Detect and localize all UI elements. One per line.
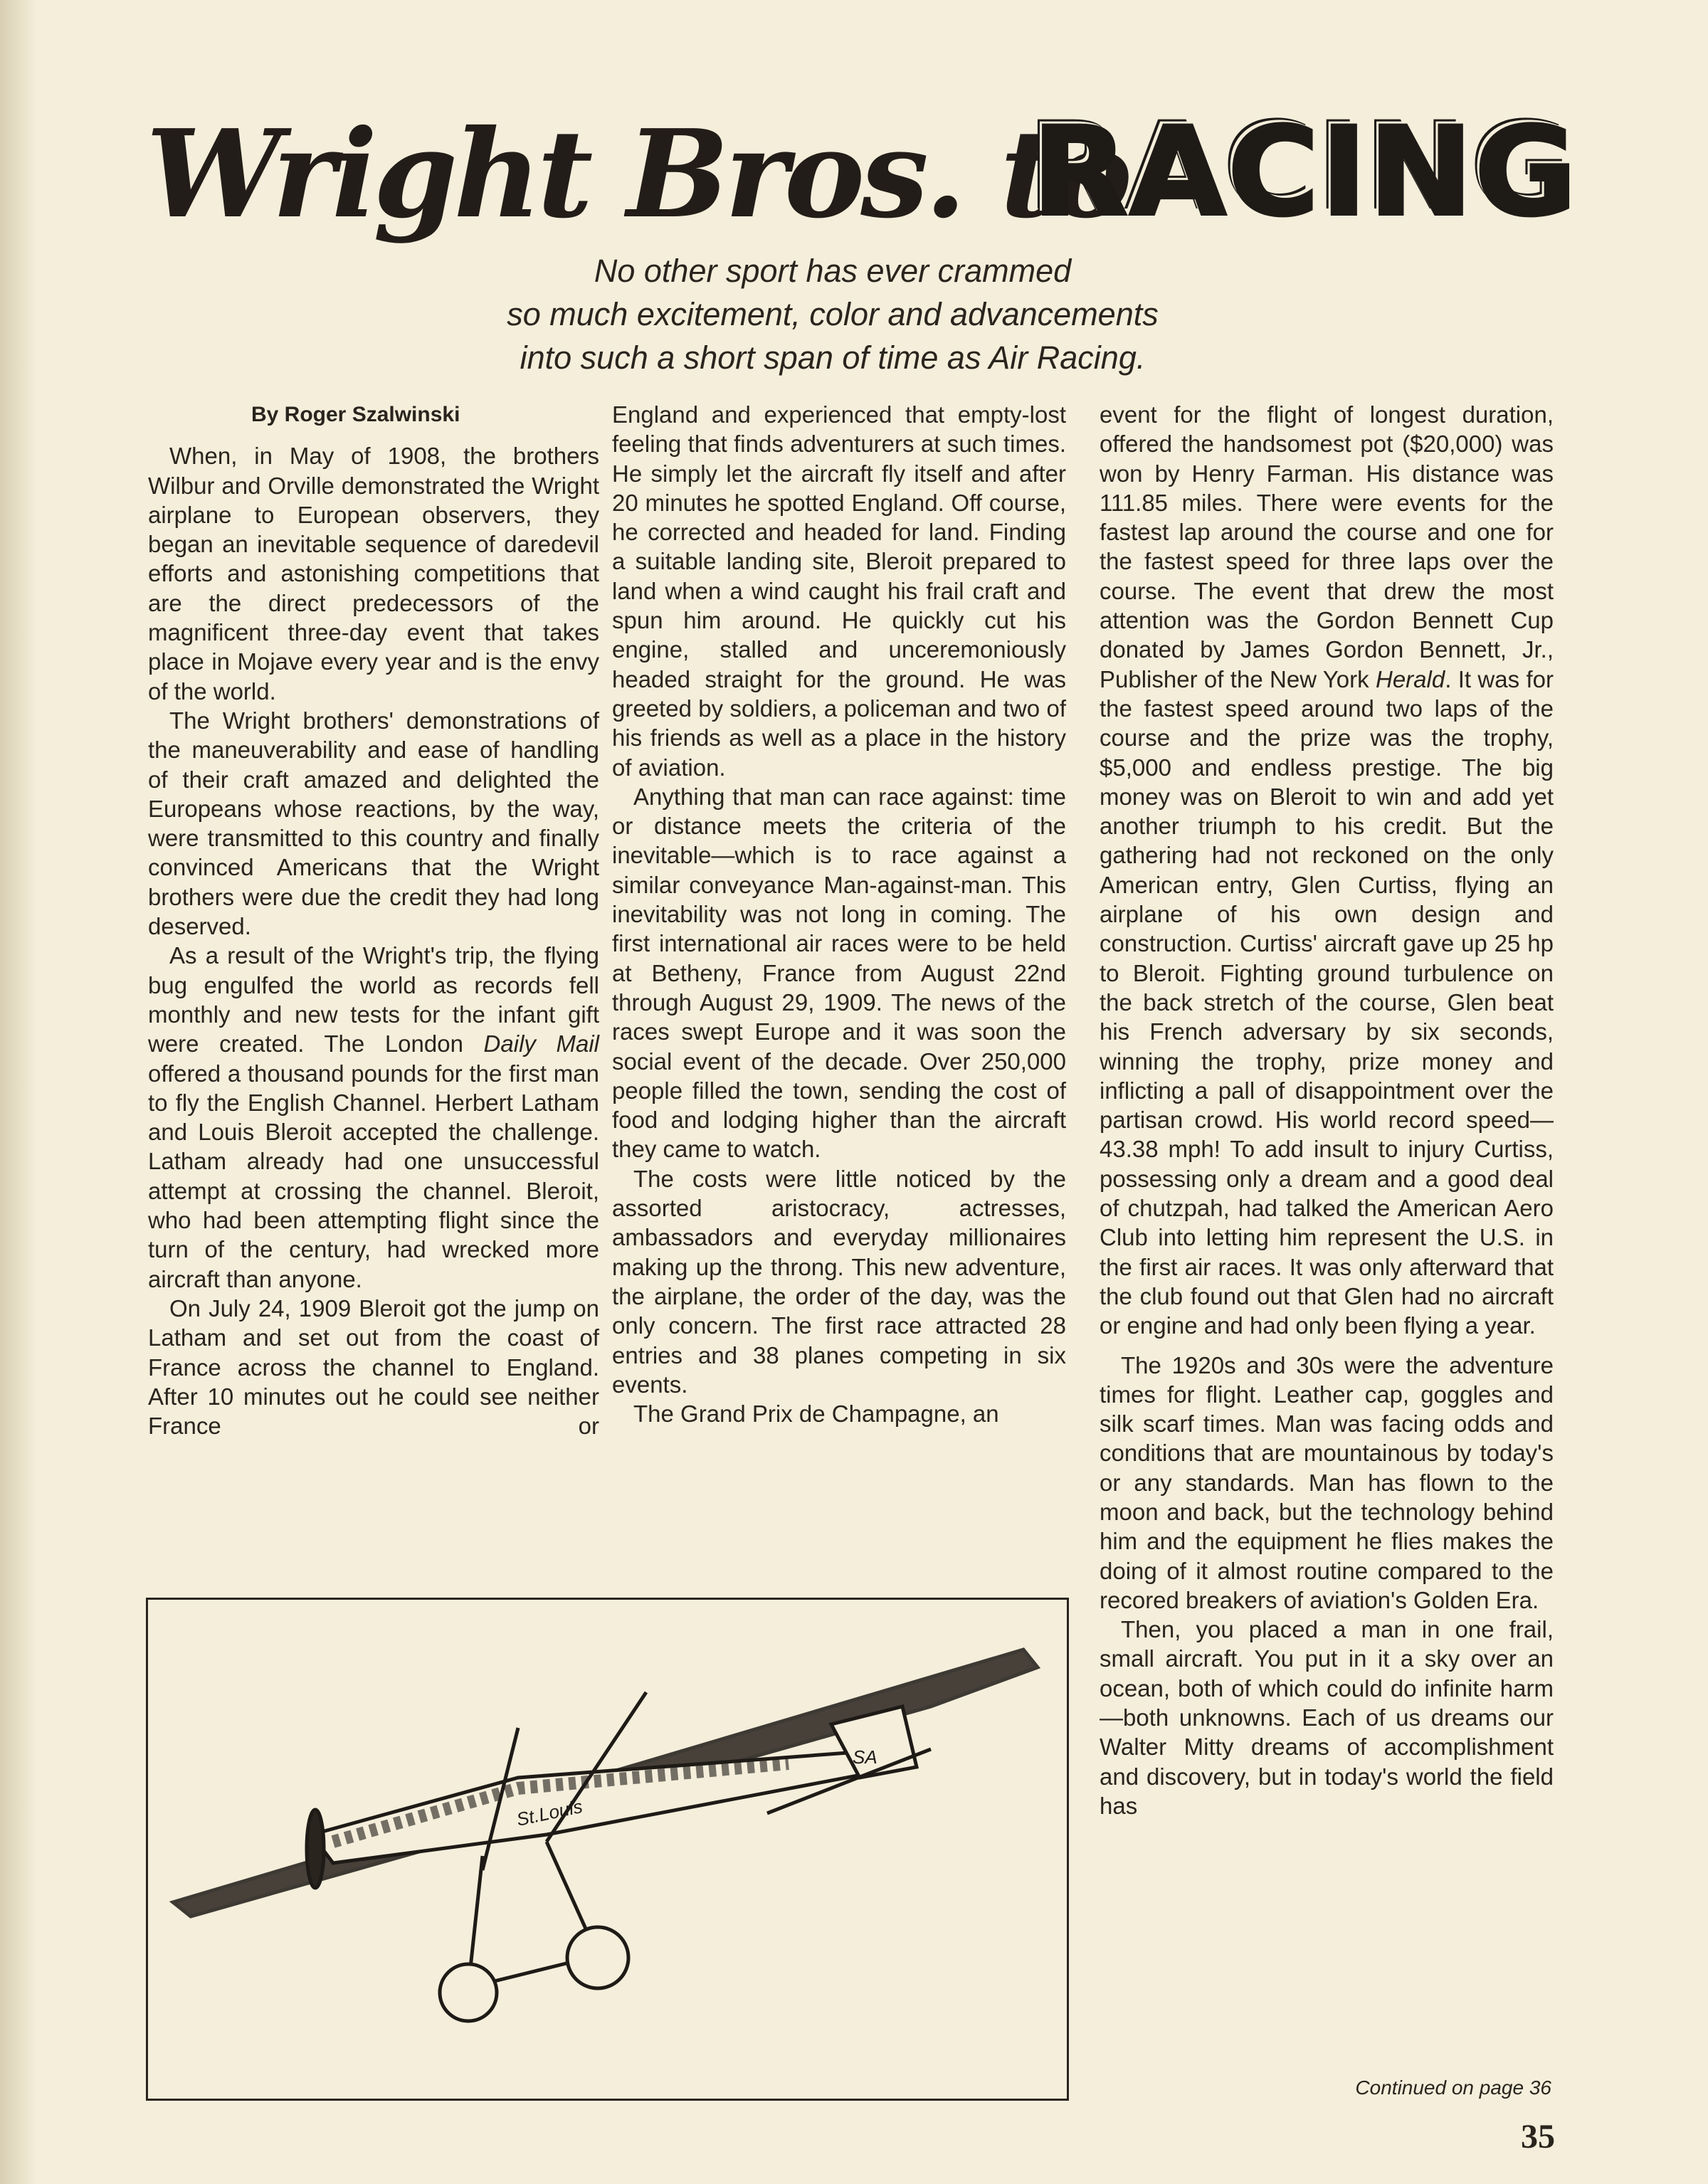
article-title [146,100,1578,246]
paragraph: When, in May of 1908, the brothers Wilbur and Orville demonstrated the Wright airplane to European observers, they began an inevitable sequence of daredevil efforts and astonishing competitions that are the direct predecessors of the magnificent three-day event that takes place in Mojave every year and is the envy of the world. [148,443,599,705]
article-column-3 [1100,400,1554,1820]
paragraph: Anything that man can race against: time or distance meets the criteria of the inevitable—which is to race against a similar conveyance Man-against-man. This inevitability was not long in coming. The first international air races were to be held at Betheny, France from August 22nd through August 29, 1909. The news of the races swept Europe and it was soon the social event of the decade. Over 250,000 people filled the town, sending the cost of food and lodging higher than the aircraft they came to watch. [612,783,1066,1163]
paragraph: On July 24, 1909 Bleroit got the jump on Latham and set out from the coast of France across the channel to England. After 10 minutes out he could see neither France or [148,1294,599,1440]
airplane-drawing [148,1600,1067,2099]
plane-fuselage [312,1749,902,1863]
paragraph: The 1920s and 30s were the adventure times for flight. Leather cap, goggles and silk scarf times. Man was facing odds and conditions that are mountainous by today's or any standards. Man has flown to the moon and back, but the technology behind him and the equipment he flies makes the doing of it almost routine compared to the recored breakers of aviation's Golden Era. [1100,1351,1554,1613]
text: . It was for the fastest speed around two laps of the course and the prize was the trophy, $5,000 and endless prestige. The big money was on Bleroit to win and add yet another triumph to his credit. But the gathering had not reckoned on the only American entry, Glen Curtiss, flying an airplane of his own design and construction. Curtiss' aircraft gave up 25 hp to Bleroit. Fighting ground turbulence on the back stretch of the course, Glen beat his French adversary by six seconds, winning the trophy, prize money and inflicting a pall of disappointment over the partisan crowd. His world record speed—43.38 mph! To add insult to injury Curtiss, possessing only a dream and a good deal of chutzpah, had talked the American Aero Club into letting him represent the U.S. in the first air races. It was only afterward that the club found out that Glen had no aircraft or engine and had only been flying a year. [1100,665,1554,1339]
page-number: 35 [1521,2118,1555,2156]
byline: By Roger Szalwinski [251,403,460,426]
article-subtitle [427,249,1238,379]
tail-marking: SA [853,1746,877,1768]
paragraph [1100,400,1554,1341]
article-column-1 [148,400,599,1440]
airplane-illustration [146,1598,1069,2101]
paragraph: The costs were little noticed by the assorted aristocracy, actresses, ambassadors and everyday millionaires making up the throng. This new adventure, the airplane, the order of the day, was the only concern. The first race attracted 28 entries and 38 planes competing in six events. [612,1165,1066,1398]
subtitle-line: so much excitement, color and advancements [507,296,1159,332]
page-gutter-shadow [0,0,37,2184]
plane-wheel [440,1964,497,2021]
text: offered a thousand pounds for the first man to fly the English Channel. Herbert Latham and Louis Bleroit accepted the challenge. Latham already had one unsuccessful attempt at crossing the channel. Bleroit, who had been attempting flight since the turn of the century, had wrecked more aircraft than anyone. [148,1060,599,1292]
subtitle-line: No other sport has ever crammed [594,253,1072,289]
title-block-text: RACING [1032,100,1578,243]
text: event for the flight of longest duration, offered the handsomest pot ($20,000) was won by Henry Farman. His distance was 111.85 miles. There were events for the fastest lap around the course and one for the fastest speed for three laps over the course. The event that drew the most attention was the Gordon Bennett Cup donated by James Gordon Bennett, Jr., Publisher of the New York [1100,401,1554,692]
subtitle-line: into such a short span of time as Air Racing. [520,339,1146,376]
paragraph: Then, you placed a man in one frail, small aircraft. You put in it a sky over an ocean, both of which could do infinite harm—both unknowns. Each of us dreams our Walter Mitty dreams of accomplishment and discovery, but in today's world the field has [1100,1616,1554,1819]
publication-name: Herald [1376,665,1445,692]
article-column-2 [612,400,1066,1428]
plane-wheel [567,1927,628,1988]
text: As a result of the Wright's trip, the flying bug engulfed the world as records fell monthly and new tests for the infant gift were created. The London [148,942,599,1057]
paragraph: The Wright brothers' demonstrations of the maneuverability and ease of handling of their craft amazed and delighted the Europeans whose reactions, by the way, were transmitted to this country and finally convinced Americans that the Wright brothers were due the credit they had long deserved. [148,707,599,940]
paragraph: England and experienced that empty-lost feeling that finds adventurers at such times. He simply let the aircraft fly itself and after 20 minutes he spotted England. Off course, he corrected and headed for land. Finding a suitable landing site, Bleroit prepared to land when a wind caught his frail craft and spun him around. He quickly cut his engine, stalled and unceremoniously headed straight for the ground. He was greeted by soldiers, a policeman and two of his friends as well as a place in the history of aviation. [612,401,1066,781]
continued-note: Continued on page 36 [1355,2077,1551,2099]
publication-name: Daily Mail [483,1030,599,1057]
paragraph: The Grand Prix de Champagne, an [633,1400,999,1428]
paragraph [148,941,599,1294]
title-script-text: Wright Bros. to [146,103,1129,246]
plane-propeller [307,1810,324,1888]
plane-marking: St.Louis [515,1795,585,1830]
